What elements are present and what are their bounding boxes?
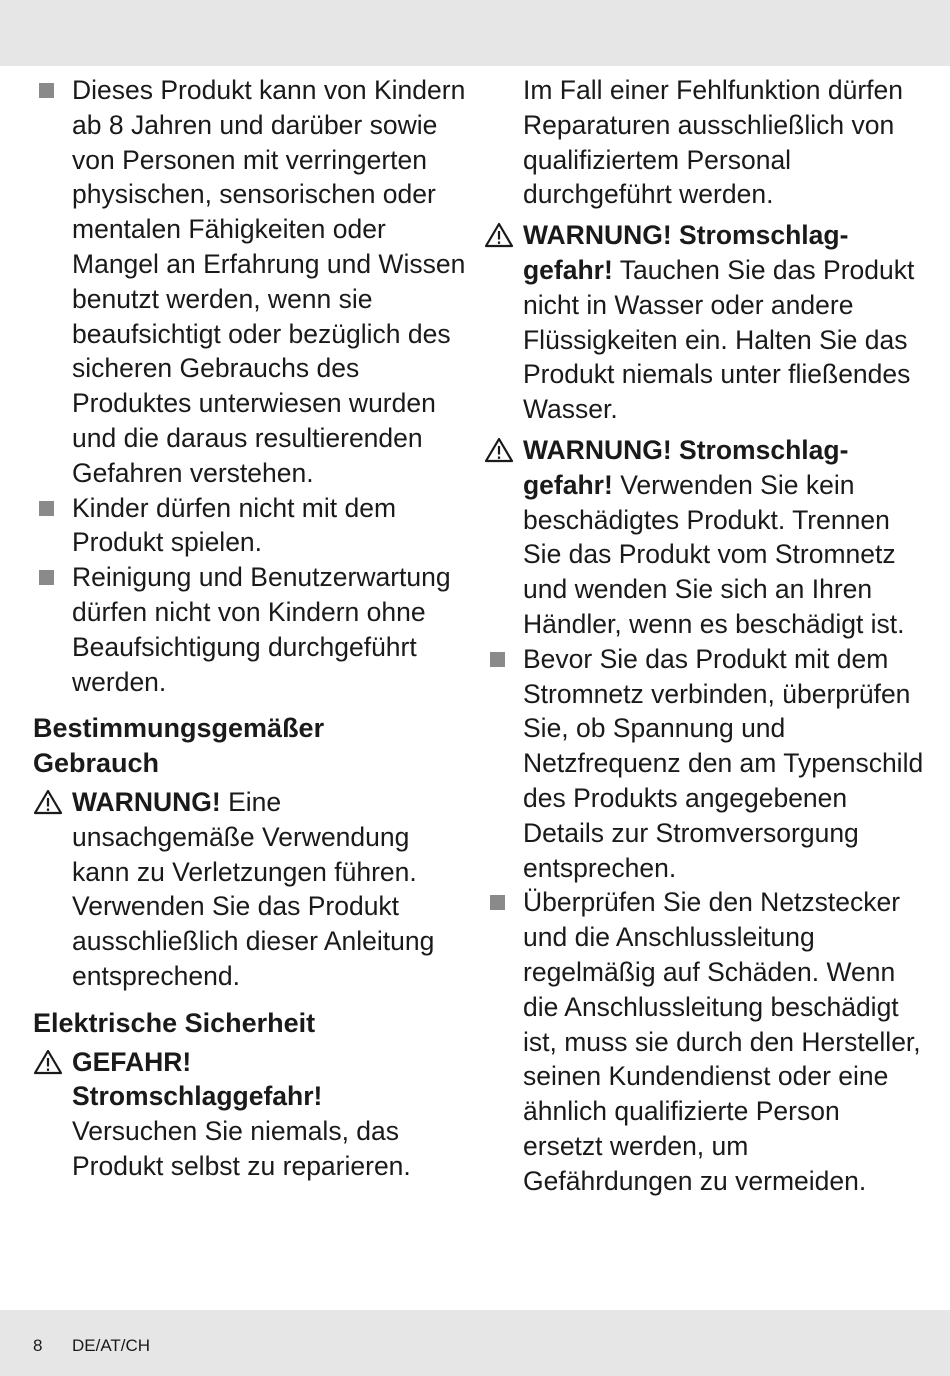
danger-label: GEFAHR! Stromschlaggefahr!	[72, 1046, 323, 1112]
warning-text: Verwenden Sie kein beschädigtes Produkt. Trennen Sie das Produkt vom Stromnetz und wenden Sie sich an Ihren Händler, wenn es beschädigt ist.	[523, 469, 905, 639]
warning-triangle-icon	[484, 222, 514, 248]
danger-block	[33, 1045, 468, 1184]
left-column	[33, 73, 468, 1184]
warning-block	[484, 218, 924, 427]
danger-text: Versuchen Sie niemals, das Produkt selbst zu reparieren.	[72, 1116, 411, 1181]
section-heading-electrical-safety: Elektrische Sicherheit	[33, 1007, 316, 1038]
bullet-text: Überprüfen Sie den Netzstecker und die Anschlussleitung regelmäßig auf Schäden. Wenn die Anschlussleitung beschädigt ist, muss sie durch den Hersteller, seinen Kundendienst oder eine ähnlich qualifizierte Person ersetzt werden, um Gefährdungen zu vermeiden.	[523, 887, 921, 1196]
list-item	[484, 885, 924, 1198]
square-bullet-icon	[39, 570, 54, 585]
square-bullet-icon	[490, 895, 505, 910]
list-item	[484, 642, 924, 886]
bullet-text: Kinder dürfen nicht mit dem Produkt spielen.	[72, 492, 397, 558]
bullet-text: Bevor Sie das Produkt mit dem Stromnetz verbinden, überprüfen Sie, ob Spannung und Netzfrequenz den am Typenschild des Produkts angegebenen Details zur Stromversorgung entsprechen.	[523, 643, 924, 883]
warning-triangle-icon	[484, 437, 514, 463]
continuation-text: Im Fall einer Fehlfunktion dürfen Reparaturen ausschließlich von qualifiziertem Personal durchgeführt werden.	[523, 75, 904, 210]
list-item	[33, 560, 468, 699]
warning-text: Tauchen Sie das Produkt nicht in Wasser oder andere Flüssigkeiten ein. Halten Sie das Produkt niemals unter fließendes Wasser.	[523, 254, 915, 425]
warning-text: Eine unsachgemäße Verwendung kann zu Verletzungen führen. Verwenden Sie das Produkt ausschließlich dieser Anleitung entsprechend.	[72, 786, 435, 991]
warning-label: WARNUNG! Stromschlaggefahr!	[523, 220, 849, 285]
warning-block	[33, 785, 468, 994]
warning-triangle-icon	[33, 1049, 63, 1075]
square-bullet-icon	[39, 83, 54, 98]
bullet-text: Reinigung und Benutzerwartung dürfen nicht von Kindern ohne Beaufsichtigung durchgeführt werden.	[72, 562, 451, 697]
square-bullet-icon	[39, 501, 54, 516]
page-number: 8	[33, 1336, 43, 1355]
square-bullet-icon	[490, 652, 505, 667]
list-item	[33, 491, 468, 561]
warning-triangle-icon	[33, 789, 63, 815]
list-item	[33, 73, 468, 491]
warning-label: WARNUNG! Stromschlaggefahr!	[523, 434, 849, 500]
warning-block	[484, 433, 924, 642]
section-heading-intended-use: Bestimmungsgemäßer Gebrauch	[33, 713, 325, 779]
locale-label: DE/AT/CH	[72, 1336, 151, 1355]
warning-label: WARNUNG!	[72, 786, 221, 817]
bullet-text: Dieses Produkt kann von Kindern ab 8 Jahren und darüber sowie von Personen mit verringerten physischen, sensorischen oder mentalen Fähigkeiten oder Mangel an Erfahrung und Wissen benutzt werden, wenn sie beaufsichtigt oder bezüglich des sicheren Gebrauchs des Produktes unterwiesen wurden und die daraus resultierenden Gefahren verstehen.	[72, 75, 466, 488]
right-column	[484, 73, 924, 1199]
header-bar	[0, 0, 950, 66]
